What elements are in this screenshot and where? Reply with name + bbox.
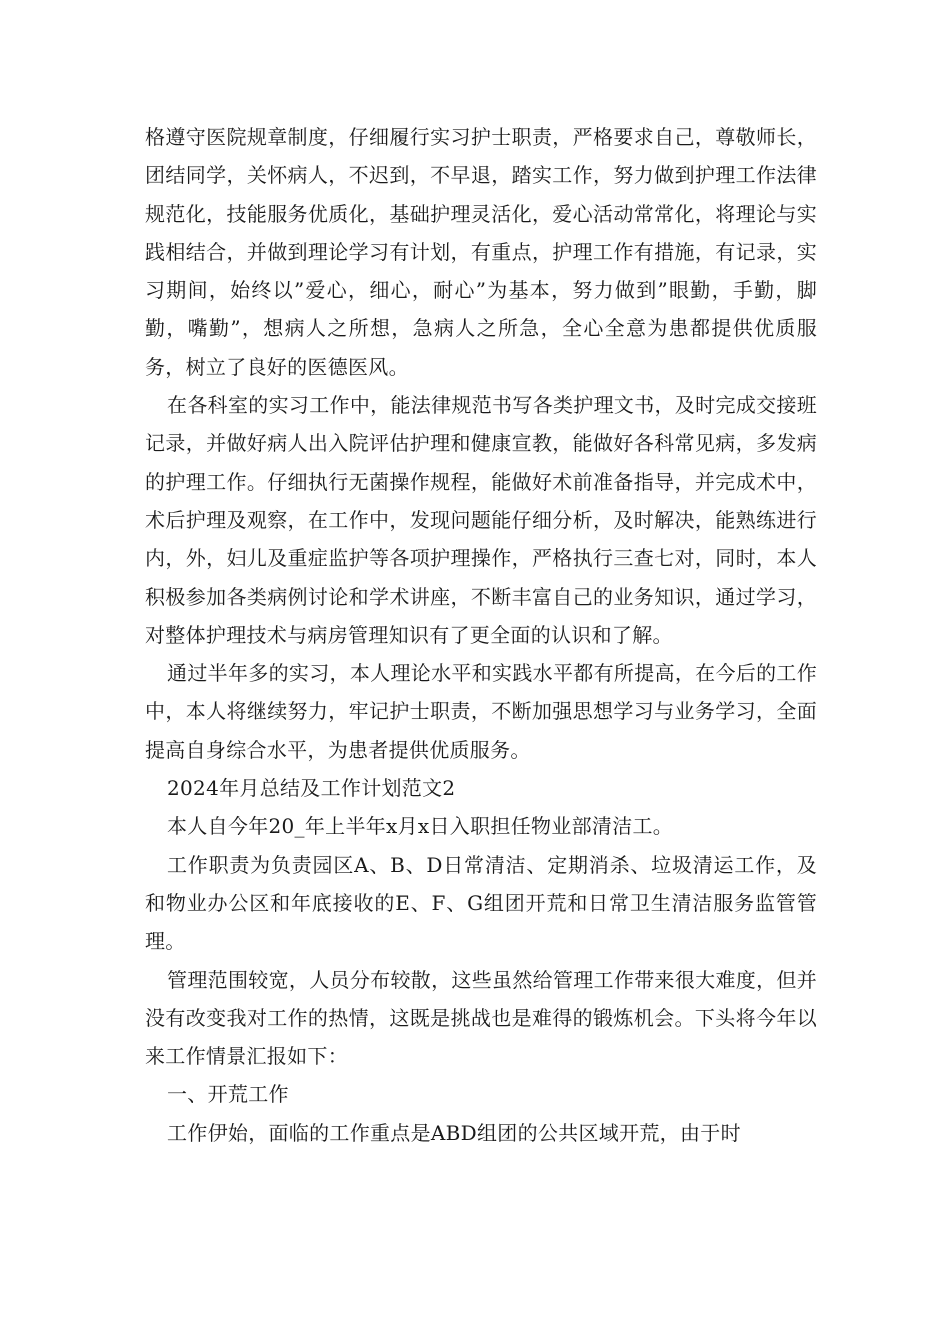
section-heading-land-clearing: 一、开荒工作 (167, 1082, 289, 1107)
paragraph-nursing-conduct: 格遵守医院规章制度，仔细履行实习护士职责，严格要求自己，尊敬师长，团结同学，关怀病人，不迟到，不早退，踏实工作，努力做到护理工作法律规范化，技能服务优质化，基础护理灵活化，爱心活动常常化，将理论与实践相结合，并做到理论学习有计划，有重点，护理工作有措施，有记录，实习期间，始终以”爱心，细心，耐心”为基本，努力做到”眼勤，手勤，脚勤，嘴勤”，想病人之所想，急病人之所急，全心全意为患都提供优质服务，树立了良好的医德医风。 (145, 125, 817, 379)
paragraph-onboarding: 本人自今年20_年上半年x月x日入职担任物业部清洁工。 (167, 814, 674, 839)
paragraph-department-internship: 在各科室的实习工作中，能法律规范书写各类护理文书，及时完成交接班记录，并做好病人出入院评估护理和健康宣教，能做好各科常见病，多发病的护理工作。仔细执行无菌操作规程，能做好术前准备指导，并完成术中，术后护理及观察，在工作中，发现问题能仔细分析，及时解决，能熟练进行内，外，妇儿及重症监护等各项护理操作，严格执行三查七对，同时，本人积极参加各类病例讨论和学术讲座，不断丰富自己的业务知识，通过学习，对整体护理技术与病房管理知识有了更全面的认识和了解。 (145, 393, 817, 647)
document-page (145, 118, 817, 1152)
paragraph-management-scope: 管理范围较宽，人员分布较散，这些虽然给管理工作带来很大难度，但并没有改变我对工作的热情，这既是挑战也是难得的锻炼机会。下头将今年以来工作情景汇报如下： (145, 967, 817, 1069)
paragraph-internship-summary: 通过半年多的实习，本人理论水平和实践水平都有所提高，在今后的工作中，本人将继续努力，牢记护士职责，不断加强思想学习与业务学习，全面提高自身综合水平，为患者提供优质服务。 (145, 661, 817, 762)
section-heading-sample-2: 2024年月总结及工作计划范文2 (167, 776, 456, 801)
paragraph-job-duties: 工作职责为负责园区A、B、D日常清洁、定期消杀、垃圾清运工作，及和物业办公区和年底接收的E、F、G组团开荒和日常卫生清洁服务监管管理。 (145, 852, 817, 954)
paragraph-clearing-work: 工作伊始，面临的工作重点是ABD组团的公共区域开荒，由于时 (167, 1120, 741, 1145)
